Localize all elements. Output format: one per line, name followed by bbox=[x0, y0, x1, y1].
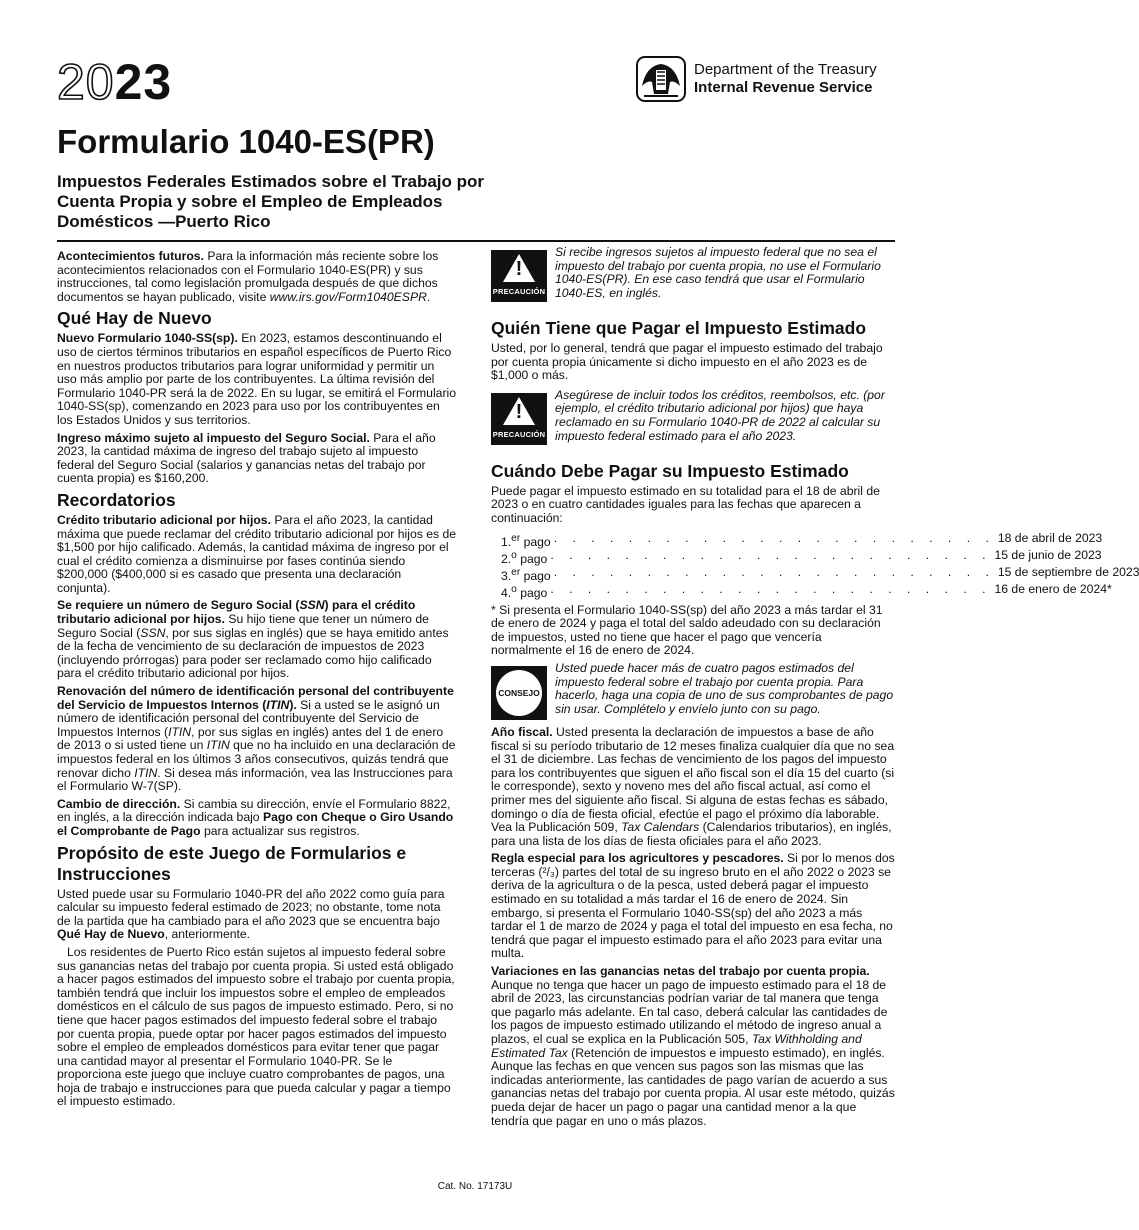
payment-schedule bbox=[501, 530, 1139, 600]
irs-eagle-logo-icon bbox=[636, 56, 686, 102]
payment-row: 1.$^{er}$ pago . . . . . . . . . . . . . . . . . . . . . . . . 18 de abril de 2023 bbox=[501, 530, 1103, 549]
payment-row: 2.$^o$ pago . . . . . . . . . . . . . . . . . . . . . . . . 15 de junio de 2023 bbox=[501, 547, 1102, 566]
schedule-footnote: * Si presenta el Formulario 1040-SS(sp) del año 2023 a más tardar el 31 de enero de 2024 y paga el total del saldo adeudado con su declaración de impuestos, usted no tiene que hacer el pago que vencería normalmente el 16 de enero de 2024. bbox=[491, 602, 883, 658]
reminder-item: Crédito tributario adicional por hijos. Para el año 2023, la cantidad máxima que puede reclamar del crédito tributario adicional por hijos es de $1,500 por hijo calificado. Además, la cantidad máxima de ingreso por el cual el crédito comienza a disminuirse por fases continúa siendo $200,000 ($400,000 si es casado que presenta una declaración conjunta). bbox=[57, 512, 457, 595]
fiscal-year-paragraph: Año fiscal. Usted presenta la declaración de impuestos a base de año fiscal si su período tributario de 12 meses finaliza cualquier día que no sea el 31 de diciembre. Las fechas de vencimiento de los pagos del impuesto para los contribuyentes que siguen el año fiscal son el día 15 del cuarto (si le corresponde), sexto y noveno mes del año fiscal actual, así como el primer mes del siguiente año fiscal. Si alguna de estas fechas es sábado, domingo o día de fiesta oficial, efectúe el pago el próximo día laborable. Vea la Publicación 509, Tax Calendars (Calendarios tributarios), en inglés, para una lista de los días de fiesta oficiales para el año 2023. bbox=[491, 724, 895, 848]
form-title: Formulario 1040-ES(PR) bbox=[57, 123, 435, 160]
catalog-number: Cat. No. 17173U bbox=[437, 1181, 513, 1192]
reminder-item: Renovación del número de identificación personal del contribuyente del Servicio de Impuestos Internos (ITIN). Si a usted se le asignó un número de identificación personal del contribuyente del Servicio de Impuestos Internos (ITIN, por sus siglas en inglés) antes del 1 de enero de 2013 o si usted tiene un ITIN que no ha incluido en una declaración de impuestos federal en los últimos 3 años consecutivos, quizás tendrá que renovar dicho ITIN. Si desea más información, vea las Instrucciones para el Formulario W-7(SP). bbox=[57, 684, 456, 794]
right-column bbox=[491, 245, 1139, 1132]
form-subtitle: Impuestos Federales Estimados sobre el Trabajo por Cuenta Propia y sobre el Empleo de Empleados Domésticos —Puerto Rico bbox=[57, 172, 485, 231]
whats-new-heading: Qué Hay de Nuevo bbox=[57, 308, 212, 329]
farmers-fishermen-paragraph: Regla especial para los agricultores y pescadores. Si por lo menos dos terceras (²/₃) partes del total de su ingreso bruto en el año 2022 o 2023 se deriva de la agricultura o de la pesca, usted deberá pagar el impuesto estimado en su totalidad a más tardar el 16 de enero de 2024. Sin embargo, si presenta el Formulario 1040-SS(sp) del año 2023 a más tardar el 1 de marzo de 2024 y paga el total del impuesto en esa fecha, no tendrá que pagar el impuesto estimado para el año 2023 para evitar una multa. bbox=[491, 851, 895, 961]
reminder-item: Se requiere un número de Seguro Social (SSN) para el crédito tributario adicional por hijos. Su hijo tiene que tener un número de Seguro Social (SSN, por sus siglas en inglés) que se haya emitido antes de la fecha de vencimiento de su declaración de impuestos de 2023 (incluyendo prórrogas) para poder ser reclamado como hijo calificado para el crédito tributario adicional por hijos. bbox=[57, 598, 449, 681]
caution-icon: ! PRECAUCIÓN bbox=[491, 393, 547, 445]
income-variations-paragraph: Variaciones en las ganancias netas del trabajo por cuenta propia. Aunque no tenga que hacer un pago de impuesto estimado para el 18 de abril de 2023, las circunstancias podrían variar de tal manera que tenga que pagarlo más adelante. En tal caso, deberá calcular las cantidades de los pagos de impuesto estimado utilizando el método de ingreso anual a plazos, el cual se explica en la Publicación 505, Tax Withholding and Estimated Tax (Retención de impuestos e impuesto estimado), en inglés. Aunque las fechas en que vencen sus pagos son las mismas que las indicadas anteriormente, las cantidades de pago varían de acuerdo a sus ganancias netas del trabajo por cuenta propia. Al usar este método, quizás pueda dejar de hacer un pago o pagar una cantidad menor a la que tendría que pagar en uno o más plazos. bbox=[491, 964, 895, 1128]
payment-row: 3.$^{er}$ pago . . . . . . . . . . . . . . . . . . . . . . . . 15 de septiembre de 2023 bbox=[501, 564, 1139, 583]
tip-icon: CONSEJO bbox=[491, 666, 547, 720]
future-developments: Acontecimientos futuros. Para la información más reciente sobre los acontecimientos relacionados con el Formulario 1040-ES(PR) y sus instrucciones, tal como legislación promulgada después de que dichos documentos se hayan publicado, visite www.irs.gov/Form1040ESPR. bbox=[57, 249, 439, 304]
payment-row: 4.$^o$ pago . . . . . . . . . . . . . . . . . . . . . . . . 16 de enero de 2024* bbox=[501, 581, 1112, 600]
caution-icon: ! PRECAUCIÓN bbox=[491, 250, 547, 302]
who-must-pay-text: Usted, por lo general, tendrá que pagar el impuesto estimado del trabajo por cuenta propia únicamente si dicho impuesto en el año 2023 es de $1,000 o más. bbox=[491, 341, 883, 383]
new-item: Ingreso máximo sujeto al impuesto del Seguro Social. Para el año 2023, la cantidad máxima de ingreso del trabajo sujeto al impuesto federal del Seguro Social (salarios y ganancias netas del trabajo por cuenta propia) es $160,200. bbox=[57, 430, 436, 486]
when-to-pay-text: Puede pagar el impuesto estimado en su totalidad para el 18 de abril de 2023 o en cuatro cantidades iguales para las fechas que aparecen a continuación: bbox=[491, 483, 880, 525]
tax-year-solid: 23 bbox=[114, 54, 173, 110]
caution-text: Asegúrese de incluir todos los créditos, reembolsos, etc. (por ejemplo, el crédito tributario adicional por hijos) que haya reclamado en su Formulario 1040-PR de 2022 al calcular su impuesto federal estimado para el año 2023. bbox=[555, 387, 885, 443]
reminder-item: Cambio de dirección. Si cambia su dirección, envíe el Formulario 8822, en inglés, a la dirección indicada bajo Pago con Cheque o Giro Usando el Comprobante de Pago para actualizar sus registros. bbox=[57, 796, 454, 838]
who-must-pay-heading: Quién Tiene que Pagar el Impuesto Estimado bbox=[491, 318, 867, 338]
new-item: Nuevo Formulario 1040-SS(sp). En 2023, estamos descontinuando el uso de ciertos términos tributarios en español específicos de Puerto Rico en nuestros productos tributarios para lograr uniformidad y permitir un uso más amplio por parte de los contribuyentes. La última revisión del Formulario 1040-PR será la de 2022. En su lugar, se emitirá el Formulario 1040-SS(sp), comenzando en 2023 para uso por los contribuyentes en los Estados Unidos y sus territorios. bbox=[57, 331, 456, 427]
tax-year-outline: 20 bbox=[57, 54, 115, 110]
header-divider bbox=[57, 240, 895, 242]
purpose-paragraph: Los residentes de Puerto Rico están sujetos al impuesto federal sobre sus ganancias netas del trabajo por cuenta propia. Si usted está obligado a hacer pagos estimados del impuesto sobre el trabajo por cuenta propia, también tendrá que incluir los impuestos sobre el empleo de empleados domésticos en el cálculo de sus pagos de impuesto estimado. Pero, si no tiene que hacer pagos estimados del impuesto federal sobre el trabajo por cuenta propia, puede optar por hacer pagos estimados del impuesto sobre el empleo de empleados domésticos para evitar tener que pagar una cantidad mayor al presentar el Formulario 1040-PR. Se le proporciona este juego que incluye cuatro comprobantes de pagos, una hoja de trabajo e instrucciones para que pueda calcular y pagar a tiempo el impuesto estimado. bbox=[57, 944, 455, 1109]
tip-box bbox=[491, 662, 895, 718]
tax-year bbox=[57, 52, 172, 112]
agency-block bbox=[636, 56, 896, 102]
irs-link[interactable]: www.irs.gov/Form1040ESPR bbox=[269, 289, 427, 304]
reminders-heading: Recordatorios bbox=[57, 489, 176, 510]
agency-irs: Internal Revenue Service bbox=[694, 79, 873, 96]
tip-text: Usted puede hacer más de cuatro pagos estimados del impuesto federal sobre el trabajo por cuenta propia. Para hacerlo, haga una copia de uno de sus comprobantes de pago sin usar. Complételo y envíelo junto con su pago. bbox=[555, 660, 894, 716]
caution-text: Si recibe ingresos sujetos al impuesto federal que no sea el impuesto del trabajo por cuenta propia, no use el Formulario 1040-ES(PR). En ese caso tendrá que usar el Formulario 1040-ES, en inglés. bbox=[555, 245, 881, 300]
caution-box bbox=[491, 246, 895, 310]
caution-box bbox=[491, 389, 895, 453]
purpose-paragraph: Usted puede usar su Formulario 1040-PR del año 2022 como guía para calcular su impuesto federal estimado de 2023; no obstante, tome nota de la partida que ha cambiado para el año 2023 que se encuentra bajo Qué Hay de Nuevo, anteriormente. bbox=[57, 886, 445, 942]
agency-department: Department of the Treasury bbox=[694, 61, 877, 78]
purpose-heading: Propósito de este Juego de Formularios e Instrucciones bbox=[57, 842, 407, 884]
when-to-pay-heading: Cuándo Debe Pagar su Impuesto Estimado bbox=[491, 460, 849, 481]
left-column bbox=[57, 250, 457, 1113]
